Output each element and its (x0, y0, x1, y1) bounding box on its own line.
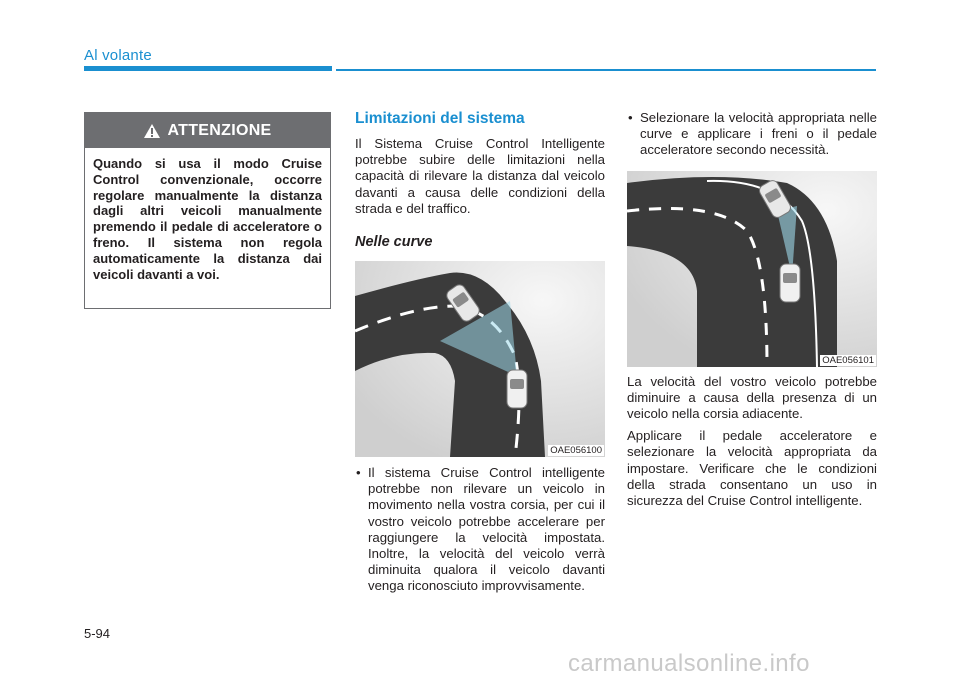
warning-header (85, 113, 330, 148)
own-vehicle-icon (780, 264, 800, 302)
adjacent-lane-illustration (627, 171, 877, 367)
header-rule-thin (336, 69, 876, 71)
figure-code: OAE056100 (550, 445, 602, 457)
bullet-select-speed: • Selezionare la velocità appropriata nelle curve e applicare i freni o il pedale acceleratore secondo necessità. (627, 110, 877, 159)
subheading-curves: Nelle curve (355, 234, 433, 251)
warning-title: ATTENZIONE (167, 121, 272, 139)
paragraph-adjacent-lane: La velocità del vostro veicolo potrebbe diminuire a causa della presenza di un veicolo nella corsia adiacente. (627, 373, 877, 422)
intro-paragraph: Il Sistema Cruise Control Intelligente potrebbe subire delle limitazioni nella capacità di rilevare la distanza dal veicolo davanti a causa delle condizioni della strada e del traffico. (355, 136, 605, 216)
figure-code: OAE056101 (822, 354, 874, 366)
paragraph-apply-accelerator: Applicare il pedale acceleratore e selezionare la velocità appropriata da impostare. Verificare che le condizioni della strada consentano un uso in sicurezza del Cruise Control intelligente. (627, 428, 877, 509)
column-3 (627, 110, 877, 509)
figure-curve-adjacent (627, 171, 877, 367)
watermark: carmanualsonline.info (568, 650, 810, 677)
warning-box (84, 112, 331, 309)
warning-text: Quando si usa il modo Cruise Control convenzionale, occorre regolare manualmente la distanza dagli altri veicoli manualmente premendo il pedale di acceleratore o freno. Il sistema non regola automaticamente la distanza dai veicoli davanti a voi. (93, 156, 322, 282)
curve-road-illustration (355, 261, 605, 457)
warning-triangle-icon (143, 123, 161, 139)
column-2 (355, 110, 605, 595)
page-number: 5-94 (84, 626, 111, 641)
section-heading: Limitazioni del sistema (355, 110, 525, 127)
bullet-curve-detection: • Il sistema Cruise Control intelligente potrebbe non rilevare un veicolo in movimento nella vostra corsia, per cui il vostro veicolo potrebbe accelerare per raggiungere la velocità impostata. Inoltre, la velocità del veicolo verrà diminuita qualora il veicolo davanti venga riconosciuto improvvisamente. (355, 465, 605, 595)
section-header-title: Al volante (84, 47, 152, 64)
figure-curve-left (355, 261, 605, 457)
own-vehicle-icon (507, 370, 527, 408)
header-rule-thick (84, 66, 332, 71)
